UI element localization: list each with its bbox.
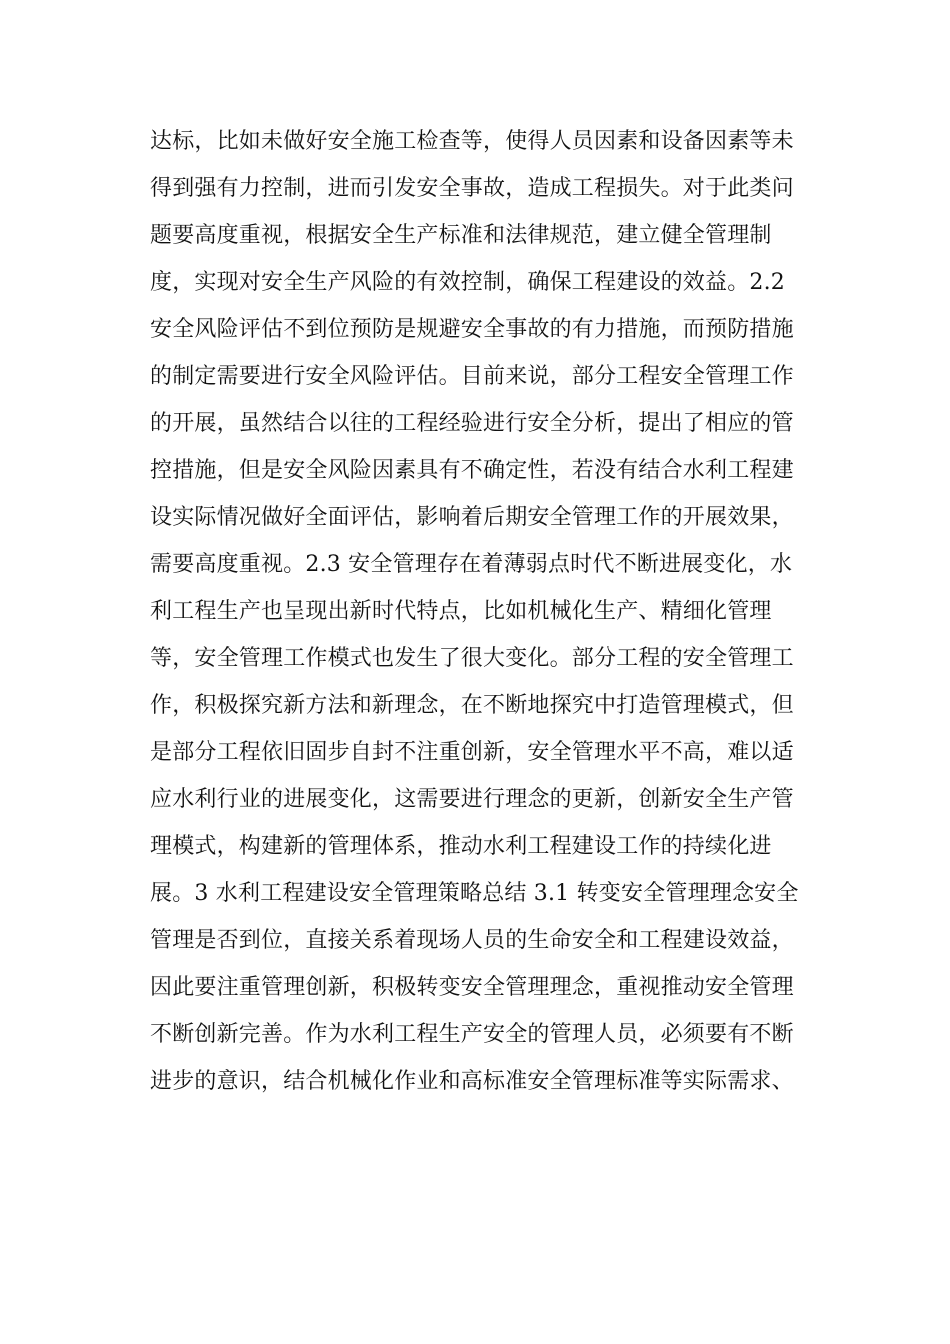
text-line: 题要高度重视，根据安全生产标准和法律规范，建立健全管理制: [150, 223, 772, 248]
body-text: [150, 118, 810, 1105]
text-line: 因此要注重管理创新，积极转变安全管理理念，重视推动安全管理: [150, 975, 794, 1000]
text-line: 利工程生产也呈现出新时代特点，比如机械化生产、精细化管理: [150, 599, 772, 624]
text-line: 展。3 水利工程建设安全管理策略总结 3.1 转变安全管理理念安全: [150, 881, 799, 906]
text-line: 管理是否到位，直接关系着现场人员的生命安全和工程建设效益，: [150, 928, 794, 953]
text-line: 的开展，虽然结合以往的工程经验进行安全分析，提出了相应的管: [150, 411, 794, 436]
text-line: 设实际情况做好全面评估，影响着后期安全管理工作的开展效果，: [150, 505, 794, 530]
text-line: 需要高度重视。2.3 安全管理存在着薄弱点时代不断进展变化，水: [150, 552, 793, 577]
text-line: 不断创新完善。作为水利工程生产安全的管理人员，必须要有不断: [150, 1022, 794, 1047]
text-line: 进步的意识，结合机械化作业和高标准安全管理标准等实际需求、: [150, 1069, 794, 1094]
text-line: 得到强有力控制，进而引发安全事故，造成工程损失。对于此类问: [150, 176, 794, 201]
text-line: 作，积极探究新方法和新理念，在不断地探究中打造管理模式，但: [150, 693, 794, 718]
text-line: 度，实现对安全生产风险的有效控制，确保工程建设的效益。2.2: [150, 270, 785, 295]
text-line: 等，安全管理工作模式也发生了很大变化。部分工程的安全管理工: [150, 646, 794, 671]
text-line: 是部分工程依旧固步自封不注重创新，安全管理水平不高，难以适: [150, 740, 794, 765]
text-line: 理模式，构建新的管理体系，推动水利工程建设工作的持续化进: [150, 834, 772, 859]
text-line: 安全风险评估不到位预防是规避安全事故的有力措施，而预防措施: [150, 317, 794, 342]
text-line: 控措施，但是安全风险因素具有不确定性，若没有结合水利工程建: [150, 458, 794, 483]
text-line: 的制定需要进行安全风险评估。目前来说，部分工程安全管理工作: [150, 364, 794, 389]
text-line: 达标，比如未做好安全施工检查等，使得人员因素和设备因素等未: [150, 129, 794, 154]
text-line: 应水利行业的进展变化，这需要进行理念的更新，创新安全生产管: [150, 787, 794, 812]
